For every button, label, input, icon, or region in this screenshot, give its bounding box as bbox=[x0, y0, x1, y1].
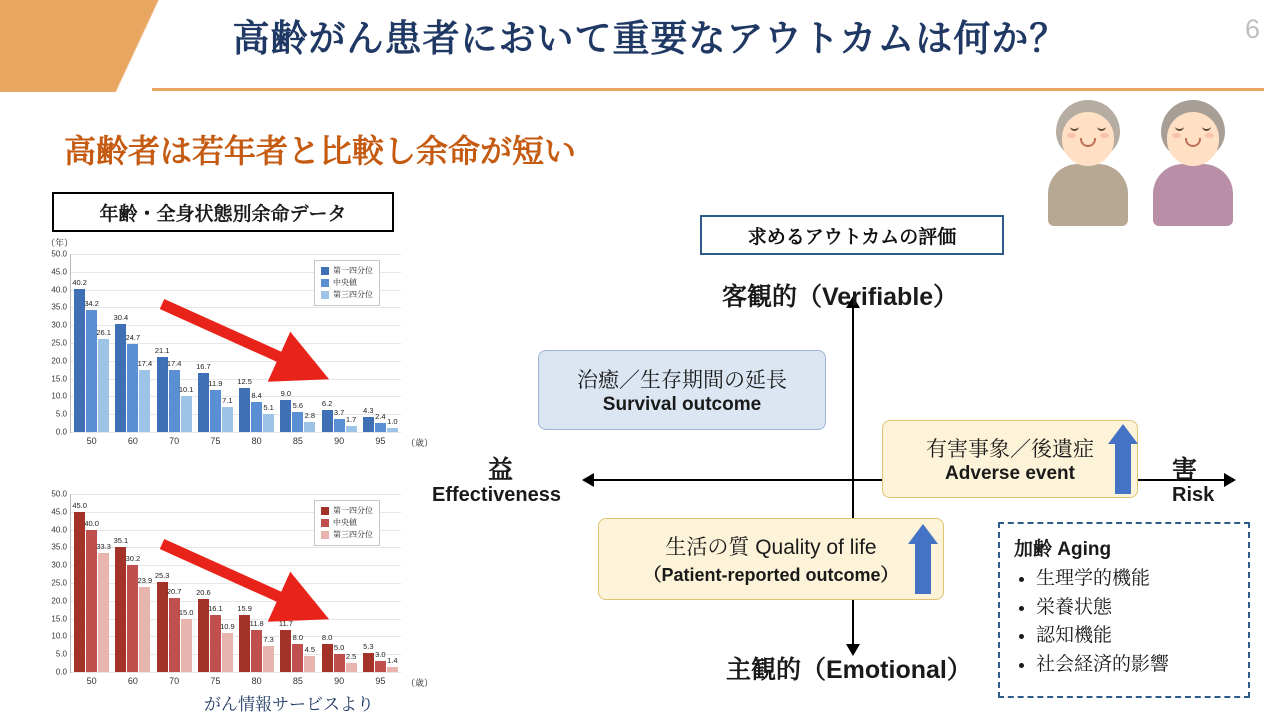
bar-value-label: 6.2 bbox=[321, 398, 333, 408]
slide-number: 6 bbox=[1244, 14, 1260, 44]
y-axis-tick-label: 15.0 bbox=[51, 614, 67, 624]
bar bbox=[178, 607, 194, 672]
bar-value-label: 5.3 bbox=[363, 642, 374, 652]
bar bbox=[96, 328, 111, 432]
bar-value-label: 1.4 bbox=[387, 656, 398, 666]
y-axis-tick-label: 0.0 bbox=[55, 427, 67, 437]
card-survival-line1: 治癒／生存期間の延長 bbox=[577, 369, 787, 392]
x-axis-tick-label: 50 bbox=[86, 676, 97, 686]
bar-value-label: 3.0 bbox=[375, 650, 386, 660]
y-axis-tick-label: 45.0 bbox=[51, 507, 67, 517]
aging-factors-box bbox=[998, 522, 1250, 698]
chart-unit-year: （年） bbox=[46, 238, 74, 248]
bar-value-label: 35.1 bbox=[113, 536, 129, 546]
gridline bbox=[71, 672, 401, 673]
bar bbox=[333, 643, 345, 672]
bar-value-label: 11.9 bbox=[208, 378, 223, 388]
bar bbox=[387, 656, 398, 672]
bar bbox=[278, 619, 293, 672]
x-axis-tick-label: 85 bbox=[292, 676, 303, 686]
bar-group bbox=[112, 254, 153, 446]
bar-value-label: 10.9 bbox=[220, 622, 235, 632]
x-axis-tick-label: 70 bbox=[169, 676, 180, 686]
y-axis-tick-label: 25.0 bbox=[51, 338, 67, 348]
outcome-evaluation-label: 求めるアウトカムの評価 bbox=[700, 215, 1004, 255]
y-axis-tick-label: 5.0 bbox=[55, 649, 67, 659]
page-title: 高齢がん患者において重要なアウトカムは何か？ bbox=[232, 18, 1068, 59]
bar-value-label: 5.6 bbox=[292, 401, 304, 411]
axis-label-right-primary: 害 bbox=[1172, 456, 1198, 484]
y-axis-tick-label: 15.0 bbox=[51, 374, 67, 384]
bar bbox=[208, 378, 223, 432]
qol-up-arrow bbox=[908, 524, 938, 594]
bar-value-label: 26.1 bbox=[96, 328, 111, 338]
bar-value-label: 30.2 bbox=[125, 553, 141, 563]
bar-value-label: 33.3 bbox=[96, 542, 111, 552]
legend-label: 中央値 bbox=[333, 518, 357, 527]
axis-label-right-secondary: Risk bbox=[1172, 484, 1215, 506]
bar bbox=[263, 402, 274, 432]
bar bbox=[304, 411, 316, 432]
bar-value-label: 40.2 bbox=[72, 277, 87, 287]
card-qol-line1: 生活の質 Quality of life bbox=[665, 536, 877, 559]
bar-value-label: 2.8 bbox=[304, 411, 316, 421]
aging-box-list bbox=[1014, 565, 1234, 679]
y-axis-tick-label: 40.0 bbox=[51, 285, 67, 295]
bar bbox=[280, 388, 292, 432]
section-heading: 高齢者は若年者と比較し余命が短い bbox=[64, 133, 577, 169]
y-axis-tick-label: 25.0 bbox=[51, 578, 67, 588]
bar-group bbox=[71, 254, 112, 446]
card-survival-line2: Survival outcome bbox=[602, 394, 762, 415]
bar-value-label: 8.4 bbox=[251, 391, 262, 401]
bar-value-label: 1.0 bbox=[387, 417, 398, 427]
bar-value-label: 34.2 bbox=[84, 299, 99, 309]
bar bbox=[387, 417, 398, 432]
bar bbox=[125, 333, 141, 432]
list-item: • 社会経済的影響 bbox=[1036, 651, 1234, 680]
y-axis-tick-label: 30.0 bbox=[51, 560, 67, 570]
bar bbox=[72, 277, 87, 432]
y-axis-tick-label: 0.0 bbox=[55, 667, 67, 677]
x-axis-tick-label: 60 bbox=[127, 436, 138, 446]
chart-source-note: がん情報サービスより bbox=[204, 695, 374, 714]
card-adverse-line1: 有害事象／後遺症 bbox=[926, 438, 1094, 461]
y-axis-tick-label: 50.0 bbox=[51, 249, 67, 259]
bar-value-label: 2.4 bbox=[375, 412, 386, 422]
aging-box-title: 加齢 Aging bbox=[1014, 539, 1112, 560]
card-qol-line2: （Patient-reported outcome） bbox=[643, 565, 899, 585]
bar bbox=[363, 405, 374, 432]
x-axis-tick-label: 80 bbox=[251, 676, 262, 686]
card-quality-of-life bbox=[598, 518, 944, 600]
bar-value-label: 17.4 bbox=[166, 359, 182, 369]
y-axis-tick-label: 45.0 bbox=[51, 267, 67, 277]
list-item: • 認知機能 bbox=[1036, 622, 1234, 651]
x-axis-unit-label: （歳） bbox=[406, 438, 434, 448]
legend-entry bbox=[321, 265, 373, 277]
y-axis-tick-label: 5.0 bbox=[55, 409, 67, 419]
axis-label-bottom: 主観的（Emotional） bbox=[726, 656, 972, 684]
x-axis-tick-label: 75 bbox=[210, 436, 221, 446]
adverse-event-up-arrow bbox=[1108, 424, 1138, 494]
legend-label: 第三四分位 bbox=[333, 530, 373, 539]
bar bbox=[345, 414, 357, 432]
bar bbox=[72, 500, 87, 672]
bar bbox=[333, 407, 345, 432]
axis-label-left-primary: 益 bbox=[488, 456, 514, 484]
y-axis-tick-label: 10.0 bbox=[51, 631, 67, 641]
bar bbox=[137, 359, 153, 432]
x-axis-tick-label: 50 bbox=[86, 436, 97, 446]
list-item: • 生理学的機能 bbox=[1036, 565, 1234, 594]
bar-value-label: 11.8 bbox=[249, 619, 264, 628]
bar bbox=[292, 632, 304, 672]
bar-value-label: 17.4 bbox=[137, 359, 153, 369]
bar-value-label: 21.1 bbox=[154, 345, 170, 355]
y-axis-tick-label: 40.0 bbox=[51, 525, 67, 535]
bar bbox=[113, 536, 129, 672]
bar-value-label: 45.0 bbox=[72, 500, 87, 510]
elderly-man-icon bbox=[1040, 96, 1136, 226]
legend-swatch bbox=[321, 279, 329, 287]
bar-value-label: 11.7 bbox=[278, 619, 293, 629]
x-axis-tick-label: 95 bbox=[375, 676, 386, 686]
bar-group bbox=[71, 494, 112, 686]
bar bbox=[237, 376, 252, 433]
bar-value-label: 8.0 bbox=[292, 632, 304, 642]
axis-arrow-left bbox=[582, 473, 594, 487]
legend-swatch bbox=[321, 519, 329, 527]
bar bbox=[249, 619, 264, 672]
bar bbox=[96, 542, 111, 672]
bar bbox=[304, 644, 316, 672]
x-axis-tick-label: 90 bbox=[334, 676, 345, 686]
x-axis-tick-label: 90 bbox=[334, 436, 345, 446]
card-adverse-line2: Adverse event bbox=[945, 463, 1075, 484]
bar-value-label: 3.7 bbox=[333, 407, 345, 417]
bar bbox=[220, 622, 235, 672]
axis-label-left-secondary: Effectiveness bbox=[432, 484, 561, 506]
bar-value-label: 7.1 bbox=[222, 395, 233, 405]
axis-arrow-right bbox=[1224, 473, 1236, 487]
bar-value-label: 5.1 bbox=[263, 402, 274, 412]
bar bbox=[178, 385, 194, 432]
bar-value-label: 25.3 bbox=[154, 570, 170, 580]
bar bbox=[345, 652, 357, 672]
list-item: • 栄養状態 bbox=[1036, 594, 1234, 623]
bar-value-label: 15.9 bbox=[237, 604, 252, 614]
bar-value-label: 4.3 bbox=[363, 405, 374, 415]
bar bbox=[375, 412, 386, 432]
bar-value-label: 16.7 bbox=[196, 361, 211, 371]
card-survival-outcome bbox=[538, 350, 826, 430]
elderly-couple-illustration bbox=[1040, 96, 1250, 226]
bar bbox=[292, 401, 304, 432]
header-divider bbox=[152, 88, 1264, 91]
legend-label: 第一四分位 bbox=[333, 506, 373, 515]
bar-value-label: 9.0 bbox=[280, 388, 292, 398]
legend-label: 中央値 bbox=[333, 278, 357, 287]
legend-label: 第三四分位 bbox=[333, 290, 373, 299]
y-axis-tick-label: 20.0 bbox=[51, 356, 67, 366]
bar-value-label: 20.7 bbox=[166, 587, 182, 597]
bar-value-label: 4.5 bbox=[304, 644, 316, 654]
y-axis-tick-label: 10.0 bbox=[51, 391, 67, 401]
x-axis-tick-label: 80 bbox=[251, 436, 262, 446]
bar-group bbox=[112, 494, 153, 686]
bar-value-label: 5.0 bbox=[333, 643, 345, 653]
x-axis-tick-label: 75 bbox=[210, 676, 221, 686]
bar-value-label: 8.0 bbox=[321, 632, 333, 642]
x-axis-unit-label: （歳） bbox=[406, 678, 434, 688]
y-axis-tick-label: 30.0 bbox=[51, 320, 67, 330]
bar-value-label: 16.1 bbox=[208, 603, 223, 613]
chart-caption: 年齢・全身状態別余命データ bbox=[52, 192, 394, 232]
x-axis-tick-label: 95 bbox=[375, 436, 386, 446]
bar bbox=[321, 632, 333, 672]
bar bbox=[263, 635, 274, 672]
bar bbox=[321, 398, 333, 432]
legend-swatch bbox=[321, 507, 329, 515]
bar bbox=[222, 395, 233, 432]
chart-area bbox=[24, 236, 434, 706]
bar-value-label: 7.3 bbox=[263, 635, 274, 645]
bar bbox=[363, 642, 374, 672]
bar-value-label: 12.5 bbox=[237, 376, 252, 386]
y-axis-tick-label: 20.0 bbox=[51, 596, 67, 606]
bar-value-label: 10.1 bbox=[178, 385, 194, 395]
bar bbox=[137, 575, 153, 672]
trend-arrow-top bbox=[154, 296, 334, 386]
legend-entry bbox=[321, 277, 373, 289]
bar bbox=[251, 391, 262, 432]
legend-swatch bbox=[321, 267, 329, 275]
bar-value-label: 15.0 bbox=[178, 607, 194, 617]
bar-value-label: 20.6 bbox=[196, 587, 211, 597]
elderly-woman-icon bbox=[1145, 96, 1241, 226]
slide-header bbox=[0, 0, 1280, 92]
bar bbox=[375, 650, 386, 672]
x-axis-tick-label: 60 bbox=[127, 676, 138, 686]
bar-value-label: 1.7 bbox=[345, 414, 357, 424]
card-adverse-event bbox=[882, 420, 1138, 498]
axis-label-top: 客観的（Verifiable） bbox=[722, 283, 959, 311]
legend-entry bbox=[321, 505, 373, 517]
legend-label: 第一四分位 bbox=[333, 266, 373, 275]
x-axis-tick-label: 85 bbox=[292, 436, 303, 446]
y-axis-tick-label: 50.0 bbox=[51, 489, 67, 499]
legend-entry bbox=[321, 517, 373, 529]
bar-value-label: 40.0 bbox=[84, 518, 99, 528]
gridline bbox=[71, 432, 401, 433]
bar-value-label: 30.4 bbox=[113, 312, 129, 322]
y-axis-tick-label: 35.0 bbox=[51, 302, 67, 312]
bar-value-label: 23.9 bbox=[137, 575, 153, 585]
bar-value-label: 24.7 bbox=[125, 333, 141, 343]
bar-value-label: 2.5 bbox=[345, 652, 357, 662]
y-axis-tick-label: 35.0 bbox=[51, 542, 67, 552]
x-axis-tick-label: 70 bbox=[169, 436, 180, 446]
